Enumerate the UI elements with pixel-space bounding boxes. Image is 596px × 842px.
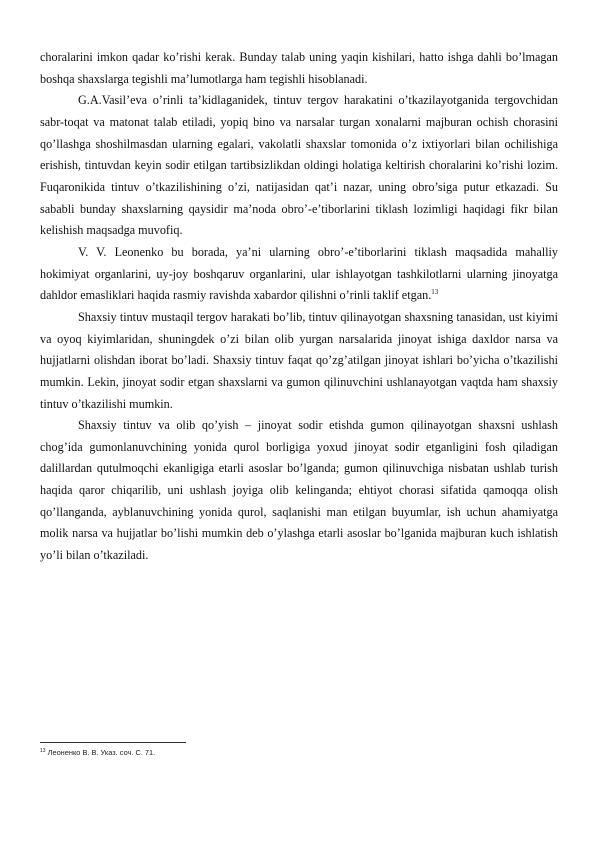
footnote-reference[interactable]: 13 — [431, 288, 439, 297]
paragraph-continuation — [40, 47, 558, 90]
footnote-divider — [40, 742, 186, 743]
paragraph-olib-qoyish — [40, 415, 558, 567]
footnote-text: Леоненко В. В. Указ. соч. С. 71. — [45, 748, 156, 757]
footnote-number: 13 — [40, 748, 46, 754]
paragraph-text: V. V. Leonenko bu borada, ya’ni ularning obro’-e’tiborlarini tiklash maqsadida mahalliy hokimiyat organlarini, uy-joy boshqaruv organlarini, ular ishlayotgan tashkilotlarni ularning jinoyatga dahldor emasliklari haqida rasmiy ravishda xabardor qilishni o’rinli taklif etgan. — [40, 244, 558, 303]
paragraph-leonenko — [40, 242, 558, 307]
paragraph-vasileva — [40, 90, 558, 242]
paragraph-text: G.A.Vasil’eva o’rinli ta’kidlaganidek, tintuv tergov harakatini o’tkazilayotganida tergovchidan sabr-toqat va matonat talab etiladi, yopiq bino va narsalar turgan xonalarni majburan ochish chorasini qo’llashga shoshilmasdan ularning egalari, vakolatli shaxslar tomonida o’z ixtiyorlari bilan ochilishiga erishish, tintuvdan keyin sodir etilgan tartibsizlikdan oldingi holatiga keltirish choralarini ko’rishi lozim. Fuqaronikida tintuv o’tkazilishining o’zi, natijasidan qat’i nazar, uning obro’siga putur etkazadi. Su sababli bunday shaxslarning qaysidir ma’noda obro’-e’tiborlarini tiklash lozimligi haqidagi fikr bilan kelishish maqsadga muvofiq. — [40, 93, 558, 238]
body-text — [40, 47, 558, 567]
paragraph-text: Shaxsiy tintuv mustaqil tergov harakati bo’lib, tintuv qilinayotgan shaxsning tanasidan, ust kiyimi va oyoq kiyimlaridan, shuningdek o’zi bilan olib yurgan narsalarida jinoyat ishiga daxldor narsa va hujjatlarni olishdan iborat bo’ladi. Shaxsiy tintuv faqat qo’zg’atilgan jinoyat ishlari bo’yicha o’tkazilishi mumkin. Lekin, jinoyat sodir etgan shaxslarni va gumon qilinuvchini ushlanayotgan vaqtda ham shaxsiy tintuv o’tkazilishi mumkin. — [40, 309, 558, 411]
paragraph-text: Shaxsiy tintuv va olib qo’yish – jinoyat sodir etishda gumon qilinayotgan shaxsni ushlash chog’ida gumonlanuvchining yonida qurol borligiga yoxud jinoyat sodir etganligini fosh qiladigan dalillardan qutulmoqchi ekanligiga etarli asoslar bo’lganda; gumon qilinuvchiga nisbatan ushlab turish haqida qaror chiqarilib, uni ushlash joyiga olib kelinganda; ehtiyot chorasi sifatida qamoqqa olish qo’llanganda, ayblanuvchining yonida qurol, saqlanishi man etilgan buyumlar, ish uchun ahamiyatga molik narsa va hujjatlar bo’lishi mumkin deb o’ylashga etarli asoslar bo’lganida majburan kuch ishlatish yo’li bilan o’tkaziladi. — [40, 418, 558, 563]
footnote — [40, 747, 440, 758]
paragraph-shaxsiy-tintuv — [40, 307, 558, 415]
paragraph-text: choralarini imkon qadar ko’rishi kerak. Bunday talab uning yaqin kishilari, hatto ishga dahli bo’lmagan boshqa shaxslarga tegishli ma’lumotlarga ham tegishli hisoblanadi. — [40, 50, 558, 86]
